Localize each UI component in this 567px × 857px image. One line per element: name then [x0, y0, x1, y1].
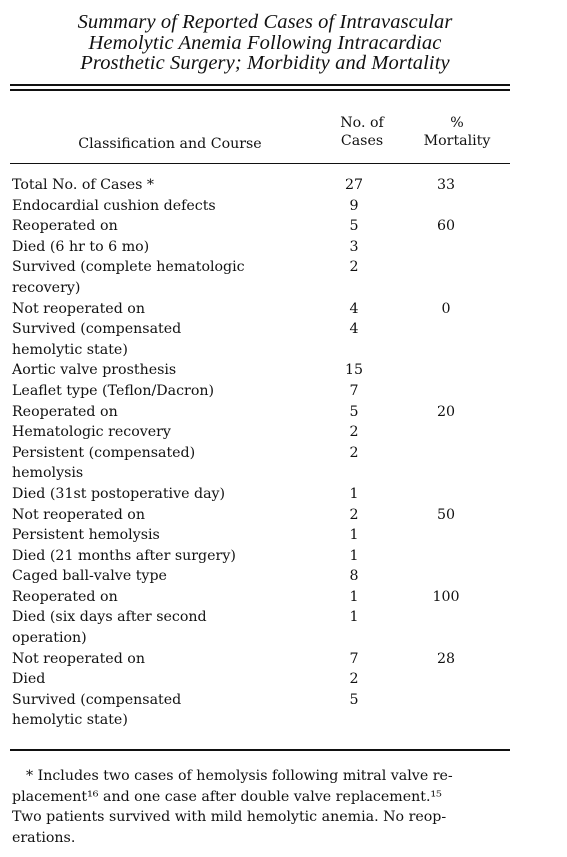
header-cases [332, 114, 392, 150]
table-footnote [12, 766, 552, 848]
row-label: Reoperated on [12, 218, 118, 235]
row-mortality: 28 [436, 650, 456, 667]
row-label: Aortic valve prosthesis [12, 362, 177, 379]
row-label: Endocardial cushion defects [12, 197, 216, 214]
table-row [12, 237, 511, 258]
row-mortality [381, 196, 511, 217]
row-label: Reoperated on [12, 403, 118, 420]
row-cases: 3 [349, 238, 359, 255]
table-row [12, 484, 511, 505]
table-row [12, 319, 511, 340]
row-label: Persistent hemolysis [12, 527, 160, 544]
row-cases: 2 [349, 444, 359, 461]
row-cases: 7 [349, 650, 359, 667]
footnote-line: Two patients survived with mild hemolytic anemia. No reop- [12, 809, 447, 825]
row-label: Total No. of Cases * [12, 177, 155, 193]
row-label: Survived (complete hematologic [12, 259, 245, 276]
row-mortality [381, 484, 511, 505]
header-rule [10, 163, 510, 164]
table-row [12, 649, 511, 670]
row-mortality [381, 257, 511, 278]
table-row [12, 525, 511, 546]
row-mortality: 100 [432, 588, 460, 605]
table-row [12, 669, 511, 690]
row-label: Died (6 hr to 6 mo) [12, 238, 150, 255]
row-label: Reoperated on [12, 588, 118, 605]
table-row [12, 216, 511, 237]
footnote-line: placement¹⁶ and one case after double valve replacement.¹⁵ [12, 788, 442, 805]
table-row [12, 340, 511, 361]
row-cases: 1 [349, 527, 359, 544]
table-row [12, 299, 511, 320]
row-cases: 4 [349, 321, 359, 338]
row-cases: 7 [349, 382, 359, 399]
row-label: Died (21 months after surgery) [12, 547, 236, 564]
row-cases: 27 [344, 177, 364, 193]
row-cases: 1 [349, 588, 359, 605]
row-cases: 5 [349, 218, 359, 235]
row-cases: 2 [349, 424, 359, 441]
row-label: Not reoperated on [12, 300, 145, 317]
row-cases: 5 [349, 691, 359, 708]
row-label: Not reoperated on [12, 650, 145, 667]
table-row [12, 278, 511, 299]
row-label: Survived (compensated [12, 321, 182, 338]
row-label: Persistent (compensated) [12, 444, 196, 461]
row-cases: 2 [349, 671, 359, 688]
table-row [12, 381, 511, 402]
title-line: Hemolytic Anemia Following Intracardiac [88, 31, 442, 54]
table-row [12, 607, 511, 628]
row-mortality [381, 525, 511, 546]
row-label: hemolytic state) [12, 712, 128, 729]
row-mortality [381, 690, 511, 711]
footnote-line: * Includes two cases of hemolysis following mitral valve re- [26, 768, 453, 784]
row-cases [327, 340, 381, 361]
table-row [12, 360, 511, 381]
row-mortality [381, 628, 511, 649]
row-cases [327, 628, 381, 649]
row-mortality [381, 669, 511, 690]
row-mortality: 50 [436, 506, 456, 523]
row-cases: 2 [349, 506, 359, 523]
row-mortality [381, 381, 511, 402]
table-row [12, 463, 511, 484]
row-mortality [381, 607, 511, 628]
row-mortality: 60 [436, 218, 456, 235]
header-classification [55, 135, 285, 153]
title-line: Prosthetic Surgery; Morbidity and Mortality [80, 52, 450, 74]
row-cases: 9 [349, 197, 359, 214]
row-cases: 8 [349, 568, 359, 585]
row-mortality [381, 319, 511, 340]
table-row [12, 257, 511, 278]
table-row [12, 546, 511, 567]
row-cases: 1 [349, 485, 359, 502]
top-double-rule-upper [10, 84, 510, 86]
row-cases [327, 463, 381, 484]
row-label: Hematologic recovery [12, 424, 171, 441]
row-mortality [381, 340, 511, 361]
row-mortality [381, 443, 511, 464]
top-double-rule-lower [10, 89, 510, 91]
row-mortality [381, 422, 511, 443]
row-mortality [381, 463, 511, 484]
summary-table [12, 175, 511, 731]
row-label: Died (six days after second [12, 609, 207, 626]
row-label: hemolytic state) [12, 341, 128, 358]
row-cases: 15 [344, 362, 364, 379]
row-cases: 4 [349, 300, 359, 317]
row-mortality: 0 [441, 300, 451, 317]
row-label: Not reoperated on [12, 506, 145, 523]
table-row [12, 196, 511, 217]
footnote-line: erations. [12, 829, 76, 846]
table-row [12, 175, 511, 196]
table-title [0, 12, 530, 74]
header-mortality-line1: % [450, 115, 464, 131]
row-cases: 1 [349, 547, 359, 564]
row-mortality [381, 278, 511, 299]
row-mortality [381, 710, 511, 731]
table-row [12, 443, 511, 464]
row-label: Died (31st postoperative day) [12, 485, 226, 502]
table-row [12, 422, 511, 443]
header-mortality [412, 114, 502, 150]
bottom-rule [10, 749, 510, 751]
header-classification-label: Classification and Course [78, 136, 262, 152]
table-row [12, 402, 511, 423]
row-label: Caged ball-valve type [12, 568, 167, 585]
row-label: hemolysis [12, 465, 84, 482]
table-row [12, 690, 511, 711]
row-mortality [381, 360, 511, 381]
row-cases [327, 710, 381, 731]
row-label: operation) [12, 630, 87, 647]
row-cases: 1 [349, 609, 359, 626]
row-label: Leaflet type (Teflon/Dacron) [12, 382, 215, 399]
row-cases: 2 [349, 259, 359, 276]
row-label: Died [12, 671, 46, 688]
row-cases: 5 [349, 403, 359, 420]
table-row [12, 628, 511, 649]
header-cases-line1: No. of [340, 115, 384, 131]
row-cases [327, 278, 381, 299]
title-line: Summary of Reported Cases of Intravascular [77, 11, 453, 33]
row-label: recovery) [12, 279, 81, 296]
row-mortality [381, 546, 511, 567]
table-row [12, 505, 511, 526]
row-mortality: 20 [436, 403, 456, 420]
row-label: Survived (compensated [12, 691, 182, 708]
row-mortality: 33 [436, 177, 456, 193]
table-row [12, 587, 511, 608]
row-mortality [381, 566, 511, 587]
header-mortality-line2: Mortality [423, 133, 491, 149]
table-row [12, 710, 511, 731]
header-cases-line2: Cases [340, 133, 384, 149]
row-mortality [381, 237, 511, 258]
table-row [12, 566, 511, 587]
